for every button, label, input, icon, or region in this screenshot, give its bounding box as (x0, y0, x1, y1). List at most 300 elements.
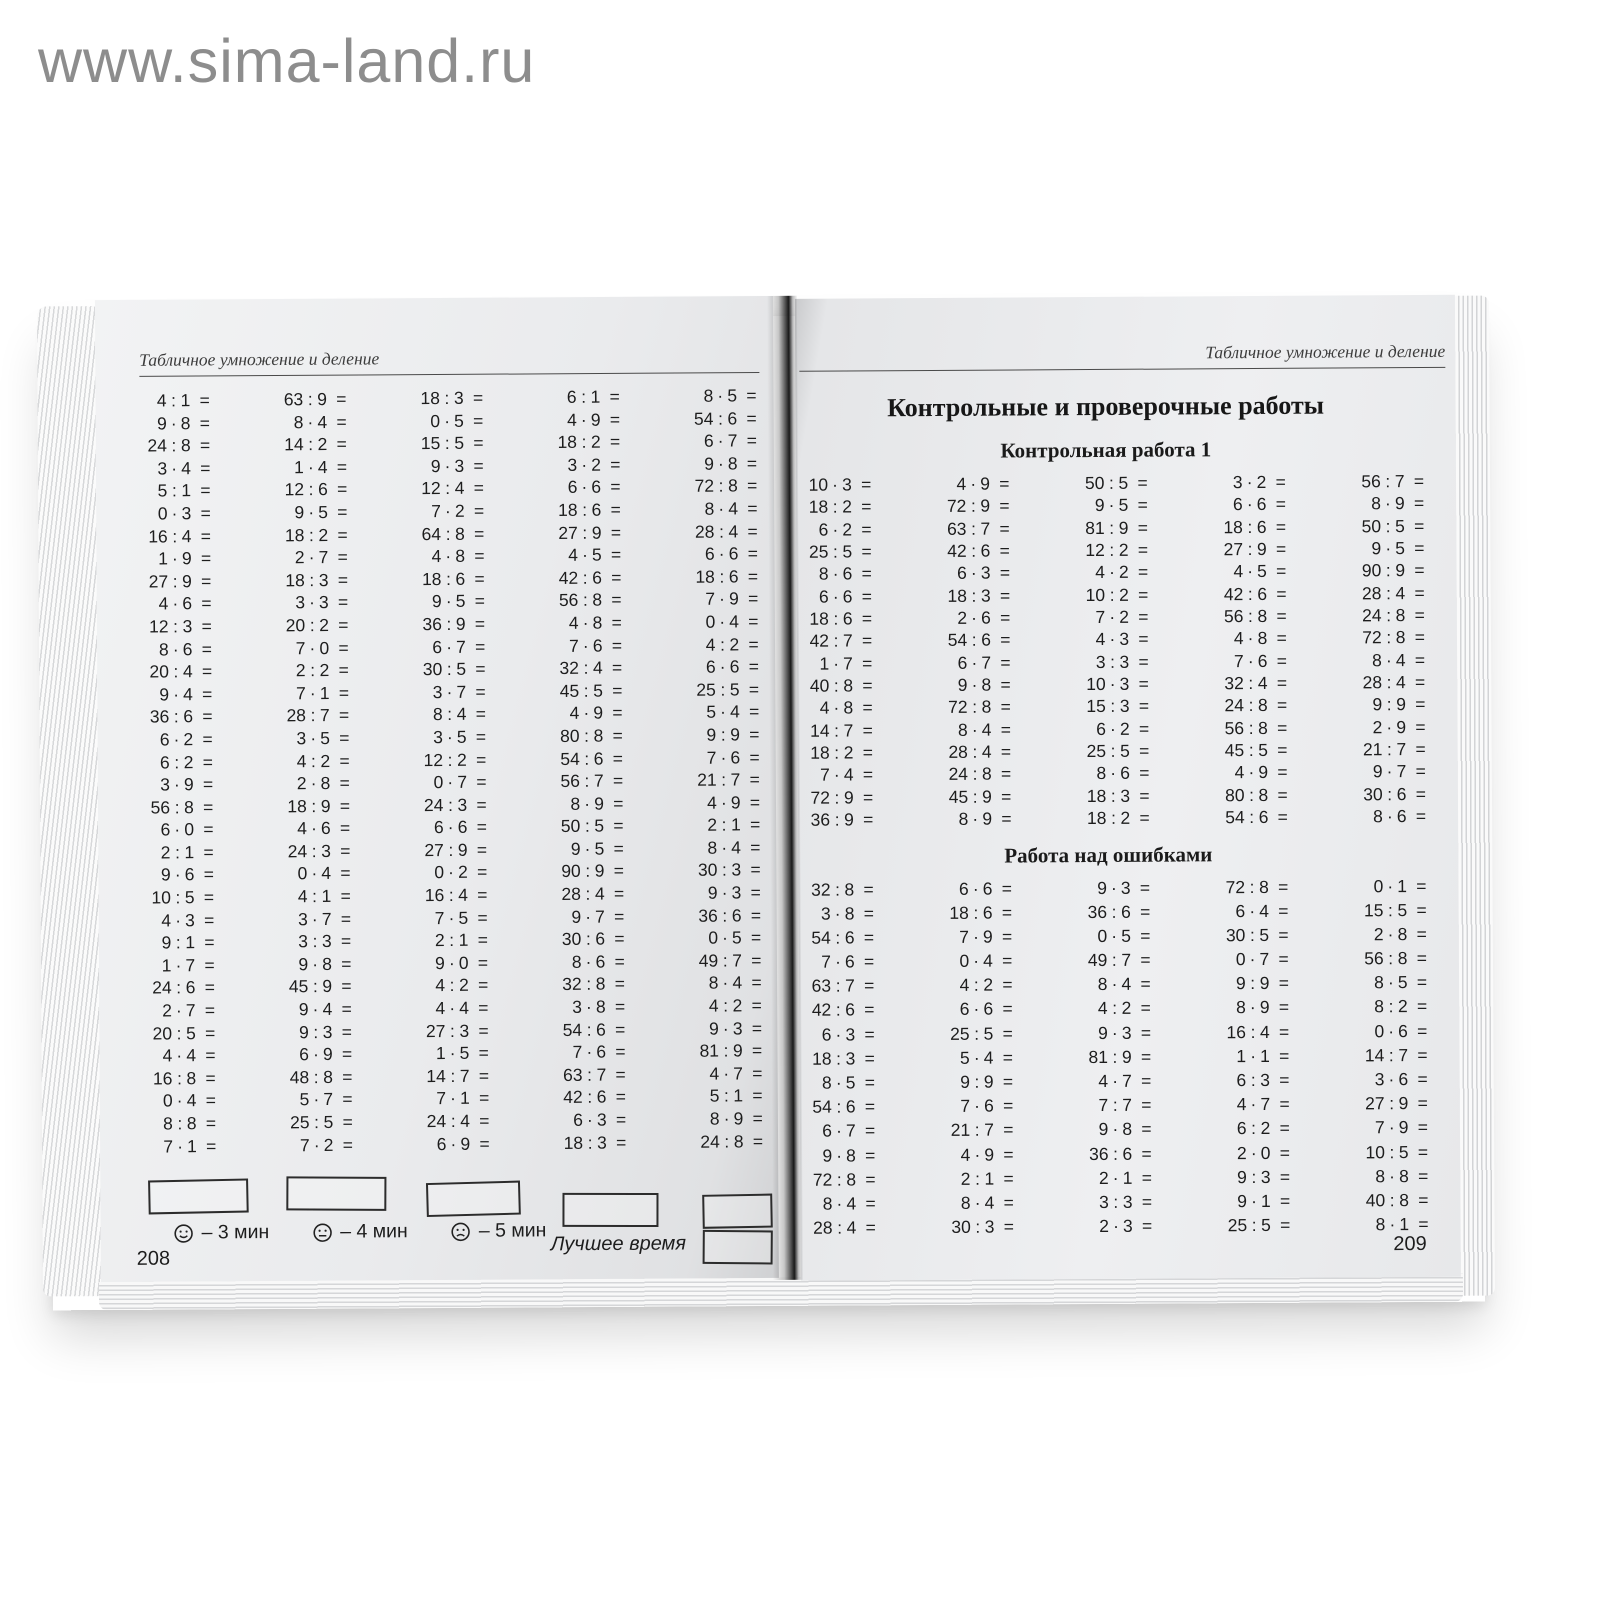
exercise-part: = (1137, 495, 1148, 516)
exercise-part: 2 (590, 431, 601, 452)
left-page-exercises (140, 384, 763, 1158)
exercise-part: = (1278, 1021, 1290, 1042)
exercise-item (688, 497, 757, 520)
exercise-item (417, 793, 486, 816)
exercise-part: 4 (1098, 1070, 1109, 1091)
exercise-item (691, 768, 760, 791)
exercise-part: = (1414, 538, 1425, 559)
exercise-part: = (205, 1090, 216, 1111)
exercise-part: = (1415, 739, 1426, 760)
exercise-part: 7 (568, 635, 579, 656)
section-heading: Работа над ошибками (1004, 841, 1213, 868)
exercise-part: 90 (561, 861, 581, 882)
exercise-part: 6 (980, 607, 991, 628)
exercise-item (283, 1066, 352, 1089)
exercise-item (806, 1070, 875, 1095)
exercise-item (283, 1088, 352, 1111)
exercise-part: 9 (960, 1071, 970, 1092)
exercise-part: 9 (957, 674, 968, 695)
exercise-part: 6 (595, 928, 606, 949)
exercise-item (943, 997, 1012, 1022)
exercise-part: 18 (1086, 785, 1107, 806)
exercise-item (1218, 784, 1287, 807)
exercise-item (693, 1085, 762, 1108)
exercise-item (1217, 583, 1286, 606)
exercise-part: 6 (1396, 806, 1407, 827)
exercise-part: = (863, 903, 874, 924)
exercise-item (804, 877, 873, 902)
exercise-item (692, 904, 761, 927)
exercise-part: = (1000, 741, 1012, 762)
exercise-part: = (1141, 1167, 1152, 1188)
exercise-part: 72 (946, 496, 967, 517)
exercise-part: 18 (695, 566, 715, 587)
exercise-item (689, 610, 758, 633)
exercise-item (418, 838, 487, 861)
exercise-part: 8 (981, 697, 992, 718)
exercise-part: = (609, 409, 621, 430)
exercise-part: · (175, 909, 182, 930)
exercise-part: = (1416, 923, 1427, 944)
exercise-part: = (614, 928, 625, 949)
exercise-item (557, 1086, 626, 1109)
exercise-part: = (476, 862, 488, 883)
exercise-part: 4 (161, 910, 172, 931)
exercise-item (278, 501, 347, 524)
exercise-part: 16 (424, 885, 445, 906)
exercise-item (551, 498, 620, 521)
exercise-part: = (340, 863, 351, 884)
exercise-part: 36 (149, 706, 170, 727)
exercise-column (943, 876, 1014, 1239)
exercise-item (1359, 1164, 1428, 1189)
exercise-part: = (477, 884, 488, 905)
exercise-part: = (478, 997, 489, 1018)
exercise-part: = (746, 453, 758, 474)
exercise-part: : (721, 859, 727, 881)
exercise-part: = (862, 675, 873, 696)
exercise-part: 4 (569, 703, 580, 724)
exercise-part: · (585, 996, 592, 1017)
exercise-part: 50 (1084, 472, 1105, 494)
exercise-item (944, 1118, 1013, 1143)
exercise-part: 30 (697, 860, 718, 881)
exercise-item (146, 976, 215, 999)
exercise-item (803, 719, 872, 742)
exercise-item (1217, 627, 1286, 650)
exercise-part: 9 (707, 882, 718, 903)
exercise-part: : (175, 887, 181, 908)
exercise-item (283, 1020, 352, 1043)
exercise-item (941, 651, 1010, 674)
exercise-part: : (1108, 472, 1114, 493)
exercise-item (804, 741, 873, 764)
exercise-item (1355, 537, 1424, 560)
exercise-part: = (861, 608, 873, 629)
exercise-part: = (199, 412, 211, 433)
exercise-item (1357, 922, 1426, 947)
exercise-part: 6 (591, 476, 602, 498)
exercise-part: : (444, 387, 450, 408)
exercise-part: 6 (1256, 516, 1267, 537)
exercise-part: : (309, 569, 315, 590)
exercise-part: = (1414, 672, 1426, 693)
exercise-item (944, 1094, 1013, 1119)
exercise-part: : (585, 928, 591, 950)
exercise-part: · (832, 586, 839, 607)
exercise-part: = (477, 952, 489, 973)
exercise-part: 6 (183, 706, 194, 727)
exercise-item (280, 659, 349, 682)
exercise-part: 6 (592, 567, 602, 588)
exercise-part: = (865, 1169, 876, 1190)
exercise-part: · (972, 808, 979, 829)
exercise-part: · (171, 548, 178, 569)
exercise-part: = (609, 386, 620, 407)
exercise-part: 72 (810, 787, 831, 808)
exercise-item (1081, 924, 1150, 949)
exercise-part: = (862, 764, 874, 785)
exercise-part: = (1275, 494, 1287, 515)
exercise-part: 3 (984, 1216, 995, 1237)
exercise-item (805, 974, 874, 999)
exercise-part: : (723, 995, 729, 1016)
exercise-item (144, 751, 213, 774)
exercise-part: : (585, 883, 591, 904)
exercise-part: = (338, 659, 349, 681)
exercise-part: = (1417, 1068, 1428, 1090)
exercise-part: : (1250, 1070, 1256, 1091)
exercise-item (693, 1017, 762, 1040)
exercise-item (145, 931, 214, 954)
exercise-part: 10 (1086, 674, 1106, 695)
exercise-part: 4 (1121, 974, 1132, 995)
exercise-part: 4 (594, 883, 605, 904)
exercise-part: = (1138, 718, 1150, 739)
exercise-part: 9 (455, 613, 466, 634)
exercise-part: 36 (1087, 901, 1108, 922)
exercise-part: 3 (845, 1048, 856, 1069)
exercise-part: 8 (1375, 1214, 1386, 1235)
exercise-part: 27 (1223, 539, 1244, 560)
exercise-part: 6 (1096, 718, 1106, 739)
exercise-part: : (171, 390, 177, 411)
exercise-part: 8 (708, 973, 719, 994)
exercise-part: = (1139, 807, 1150, 828)
exercise-part: · (173, 774, 180, 795)
exercise-part: = (614, 951, 625, 972)
exercise-item (556, 1041, 625, 1064)
exercise-part: = (863, 878, 874, 899)
exercise-item (1356, 626, 1425, 649)
exercise-part: · (308, 592, 315, 613)
exercise-part: 8 (1399, 1190, 1409, 1211)
exercise-part: = (999, 495, 1010, 516)
exercise-part: · (586, 1041, 593, 1062)
exercise-part: = (1279, 1045, 1290, 1066)
exercise-part: = (205, 1135, 217, 1156)
exercise-part: 8 (704, 498, 715, 519)
exercise-part: 2 (457, 862, 468, 883)
exercise-part: = (1140, 998, 1151, 1019)
exercise-item (282, 930, 351, 953)
exercise-part: = (1002, 950, 1013, 971)
exercise-item (1218, 694, 1287, 717)
exercise-part: = (864, 1023, 875, 1045)
exercise-part: 8 (727, 453, 738, 474)
exercise-part: 9 (1097, 1022, 1108, 1043)
exercise-part: · (1111, 925, 1118, 946)
exercise-part: 27 (1365, 1093, 1385, 1114)
exercise-part: · (836, 1120, 842, 1141)
exercise-part: = (861, 541, 872, 562)
exercise-part: 18 (949, 902, 969, 923)
exercise-item (550, 385, 619, 408)
exercise-part: 2 (456, 749, 467, 770)
exercise-part: 8 (1259, 876, 1269, 897)
exercise-part: 7 (733, 1063, 744, 1084)
exercise-part: : (176, 1068, 182, 1089)
exercise-part: 8 (1373, 806, 1383, 827)
exercise-part: 32 (810, 879, 831, 900)
exercise-item (1217, 493, 1286, 516)
exercise-item (1218, 717, 1287, 740)
exercise-part: = (341, 1044, 353, 1065)
exercise-part: 5 (1119, 740, 1130, 761)
exercise-item (1358, 1019, 1427, 1044)
exercise-part: 24 (948, 764, 969, 785)
exercise-part: = (1139, 763, 1150, 784)
exercise-part: 1 (161, 955, 172, 976)
exercise-part: 9 (161, 932, 172, 953)
exercise-part: 9 (1396, 694, 1406, 715)
exercise-part: 5 (731, 927, 742, 948)
exercise-item (1218, 761, 1287, 784)
exercise-part: 0 (184, 819, 195, 840)
exercise-part: · (448, 862, 455, 883)
exercise-part: · (309, 637, 316, 658)
exercise-part: 5 (842, 541, 853, 562)
exercise-item (280, 727, 349, 750)
exercise-part: = (1278, 924, 1289, 945)
exercise-part: = (747, 520, 758, 541)
exercise-part: 6 (1256, 494, 1267, 515)
exercise-part: 6 (1236, 1070, 1247, 1091)
exercise-part: 6 (566, 386, 577, 407)
exercise-part: = (999, 607, 1011, 628)
exercise-part: 3 (182, 616, 193, 637)
exercise-part: = (861, 563, 872, 584)
exercise-part: 1 (984, 1168, 995, 1189)
exercise-item (1356, 649, 1425, 672)
exercise-part: 8 (960, 1192, 971, 1213)
exercise-item (1218, 739, 1287, 762)
exercise-part: = (611, 634, 623, 656)
exercise-item (1358, 1043, 1427, 1068)
exercise-item (690, 701, 759, 724)
exercise-item (1082, 1069, 1151, 1094)
exercise-part: · (175, 955, 182, 976)
exercise-part: = (863, 951, 875, 972)
exercise-item (1358, 970, 1427, 995)
exercise-part: · (974, 1095, 981, 1116)
exercise-part: = (1000, 719, 1012, 740)
exercise-part: 6 (842, 563, 853, 584)
exercise-part: = (750, 904, 762, 925)
exercise-item (940, 495, 1009, 518)
exercise-item (1355, 492, 1424, 515)
exercise-part: 7 (318, 547, 329, 568)
exercise-part: 8 (843, 675, 854, 696)
exercise-part: 5 (709, 1086, 720, 1107)
exercise-part: = (202, 683, 213, 704)
exercise-part: 4 (728, 498, 739, 519)
exercise-part: : (719, 566, 725, 587)
exercise-part: = (1415, 694, 1426, 715)
exercise-part: 28 (286, 705, 307, 726)
exercise-part: 4 (705, 634, 716, 655)
exercise-part: : (723, 1085, 729, 1106)
exercise-column (550, 385, 626, 1154)
exercise-part: 3 (181, 503, 192, 524)
exercise-part: 5 (1395, 538, 1405, 559)
exercise-part: 3 (1122, 1215, 1133, 1236)
exercise-part: 6 (1257, 583, 1268, 604)
exercise-part: 6 (728, 566, 739, 587)
exercise-part: · (722, 972, 729, 994)
exercise-part: 5 (729, 679, 740, 700)
exercise-part: 25 (1086, 741, 1107, 762)
exercise-part: 7 (981, 652, 992, 673)
exercise-part: = (475, 703, 486, 725)
exercise-part: 8 (958, 808, 969, 829)
exercise-part: 3 (322, 1021, 333, 1042)
exercise-part: 2 (1119, 584, 1129, 605)
exercise-part: 0 (434, 862, 445, 883)
neutral-face-icon (311, 1221, 333, 1243)
exercise-item (804, 786, 873, 809)
exercise-part: = (746, 407, 757, 428)
exercise-part: 5 (594, 838, 605, 859)
exercise-part: 6 (958, 878, 969, 899)
exercise-part: : (583, 680, 589, 701)
exercise-part: = (1278, 948, 1289, 969)
exercise-part: 4 (183, 683, 193, 704)
exercise-item (944, 1021, 1013, 1046)
exercise-part: 10 (1365, 1141, 1385, 1162)
exercise-part: 45 (1224, 740, 1245, 761)
exercise-part: 5 (455, 591, 466, 612)
exercise-part: : (832, 496, 838, 517)
exercise-part: = (1141, 1119, 1152, 1140)
exercise-part: 6 (727, 408, 738, 429)
exercise-part: 2 (319, 614, 330, 636)
exercise-part: 1 (1260, 1190, 1271, 1211)
exercise-part: 4 (186, 1090, 197, 1111)
exercise-item (1219, 947, 1288, 972)
exercise-part: 27 (558, 522, 578, 543)
exercise-part: 3 (596, 1109, 607, 1130)
exercise-part: 8 (1374, 972, 1384, 993)
exercise-item (1221, 1165, 1290, 1190)
exercise-item (1082, 1044, 1151, 1069)
answer-box (148, 1178, 249, 1214)
exercise-part: 2 (1397, 996, 1408, 1017)
exercise-part: 6 (818, 586, 829, 607)
exercise-part: 4 (983, 950, 993, 971)
exercise-part: · (833, 653, 840, 674)
exercise-part: 1 (185, 932, 196, 953)
exercise-part: 4 (1233, 561, 1244, 582)
exercise-part: 18 (947, 585, 967, 606)
exercise-part: 28 (1361, 582, 1382, 604)
exercise-part: · (970, 563, 977, 584)
exercise-part: = (612, 725, 623, 746)
exercise-part: 21 (697, 769, 717, 790)
exercise-part: 9 (733, 1108, 744, 1129)
exercise-part: · (1112, 1070, 1119, 1091)
exercise-part: 49 (698, 950, 719, 971)
exercise-item (1219, 874, 1288, 899)
exercise-part: · (972, 878, 979, 899)
exercise-item (692, 972, 761, 995)
exercise-part: 50 (560, 816, 581, 837)
exercise-part: : (835, 927, 841, 948)
exercise-part: · (444, 410, 451, 431)
exercise-part: = (1414, 582, 1425, 603)
exercise-part: 8 (844, 903, 855, 924)
timing-label: – 3 мин (201, 1221, 270, 1244)
exercise-item (552, 566, 621, 589)
exercise-part: 9 (431, 591, 442, 612)
exercise-part: · (1250, 1094, 1257, 1115)
exercise-part: = (476, 794, 487, 815)
exercise-part: = (1278, 876, 1289, 897)
exercise-item (552, 611, 621, 634)
exercise-part: 27 (424, 839, 444, 861)
exercise-part: 42 (563, 1087, 583, 1108)
exercise-item (802, 540, 871, 563)
exercise-part: 4 (729, 611, 740, 632)
exercise-part: = (749, 724, 760, 745)
exercise-part: 2 (960, 1168, 971, 1189)
exercise-part: : (1389, 1141, 1395, 1162)
exercise-part: 6 (595, 951, 606, 972)
exercise-item (944, 1069, 1013, 1094)
exercise-part: : (1251, 1166, 1257, 1187)
exercise-part: = (478, 1042, 489, 1063)
exercise-item (416, 635, 485, 658)
exercise-part: 8 (1257, 695, 1268, 716)
exercise-part: = (205, 1045, 216, 1066)
exercise-item (1081, 875, 1150, 900)
exercise-part: : (584, 815, 590, 837)
exercise-part: 5 (591, 544, 602, 565)
exercise-part: = (201, 593, 212, 614)
exercise-item (1357, 783, 1426, 806)
exercise-part: 28 (561, 883, 582, 905)
exercise-part: 30 (951, 1216, 971, 1238)
exercise-item (1078, 472, 1147, 495)
exercise-part: · (1249, 949, 1256, 970)
exercise-item (418, 861, 487, 884)
exercise-part: 9 (704, 453, 714, 474)
exercise-part: 7 (572, 1042, 583, 1063)
exercise-part: = (1003, 1168, 1014, 1189)
exercise-part: 4 (843, 764, 854, 785)
exercise-part: 9 (593, 702, 604, 723)
exercise-part: 4 (732, 972, 743, 993)
